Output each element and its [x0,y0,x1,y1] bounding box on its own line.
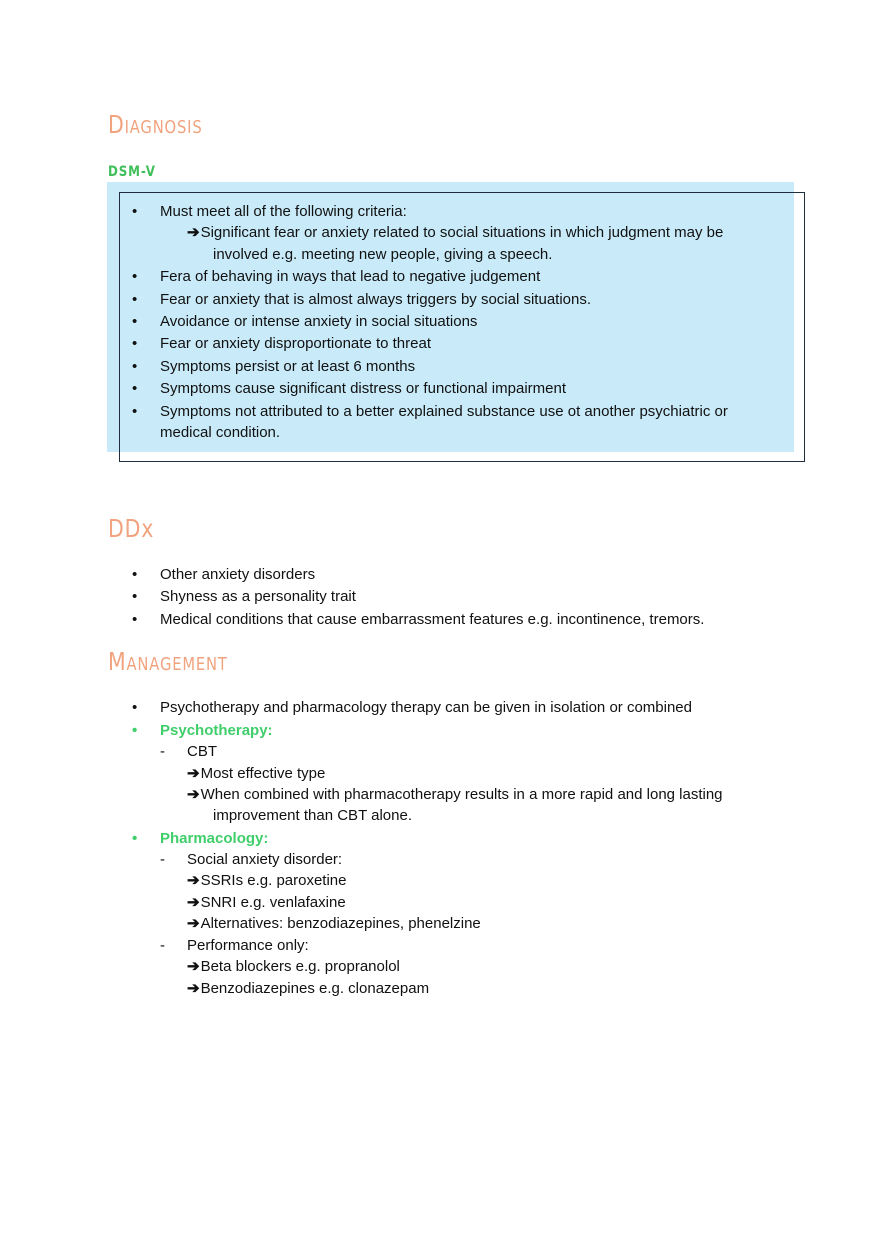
psychotherapy-point-text: When combined with pharmacotherapy results in a more rapid and long lasting [200,786,723,803]
dsm-item: Fear or anxiety disproportionate to threat [160,335,431,352]
pharmacology-point [187,914,481,934]
pharmacology-group: Social anxiety disorder: [187,851,343,868]
pharmacology-point-text: Beta blockers e.g. propranolol [200,958,400,975]
arrow-icon: ➔ [187,786,200,803]
bullet-glyph: • [132,313,138,330]
pharmacology-point [187,957,400,977]
dsm-item: Fear or anxiety that is almost always triggers by social situations. [160,291,592,308]
psychotherapy-type: CBT [187,743,217,760]
dash-glyph: - [160,851,165,868]
pharmacology-point-text: Alternatives: benzodiazepines, phenelzine [200,915,481,932]
bullet-glyph: • [132,588,138,605]
ddx-item: Medical conditions that cause embarrassment features e.g. incontinence, tremors. [160,611,705,628]
bullet-glyph: • [132,203,138,220]
dsm-subpoint-text: Significant fear or anxiety related to social situations in which judgment may be [200,224,724,241]
bullet-glyph: • [132,566,138,583]
dash-glyph: - [160,743,165,760]
arrow-icon: ➔ [187,224,200,241]
pharmacology-point [187,979,429,999]
psychotherapy-point-text: Most effective type [200,765,326,782]
arrow-icon: ➔ [187,958,200,975]
psychotherapy-point [187,785,723,805]
psychotherapy-point [187,764,325,784]
dsm-subpoint-cont: involved e.g. meeting new people, giving a speech. [213,246,553,263]
dsm-item: Must meet all of the following criteria: [160,203,407,220]
arrow-icon: ➔ [187,894,200,911]
bullet-glyph: • [132,403,138,420]
bullet-glyph: • [132,291,138,308]
arrow-icon: ➔ [187,915,200,932]
bullet-glyph: • [132,358,138,375]
ddx-item: Shyness as a personality trait [160,588,356,605]
arrow-icon: ➔ [187,872,200,889]
psychotherapy-point-cont: improvement than CBT alone. [213,807,412,824]
dsm-item: Symptoms persist or at least 6 months [160,358,416,375]
arrow-icon: ➔ [187,980,200,997]
pharmacology-point [187,893,346,913]
dsm-subheading: DSM-V [108,164,156,180]
pharmacology-point-text: Benzodiazepines e.g. clonazepam [200,980,430,997]
pharmacology-point-text: SNRI e.g. venlafaxine [200,894,346,911]
pharmacology-point [187,871,347,891]
dsm-item: Symptoms cause significant distress or functional impairment [160,380,566,397]
bullet-glyph: • [132,830,138,847]
bullet-glyph: • [132,611,138,628]
ddx-item: Other anxiety disorders [160,566,316,583]
arrow-icon: ➔ [187,765,200,782]
dsm-subpoint [187,223,723,243]
pharmacology-point-text: SSRIs e.g. paroxetine [200,872,347,889]
bullet-glyph: • [132,699,138,716]
diagnosis-heading: Diagnosis [108,110,203,139]
bullet-glyph: • [132,335,138,352]
bullet-glyph: • [132,380,138,397]
pharmacology-group: Performance only: [187,937,309,954]
dsm-item: Symptoms not attributed to a better explained substance use ot another psychiatric or [160,403,728,420]
dsm-item: Avoidance or intense anxiety in social situations [160,313,478,330]
bullet-glyph: • [132,722,138,739]
dsm-item: Fera of behaving in ways that lead to negative judgement [160,268,541,285]
management-intro: Psychotherapy and pharmacology therapy can be given in isolation or combined [160,699,692,716]
dsm-item-cont: medical condition. [160,424,281,441]
ddx-heading: DDx [108,514,155,543]
psychotherapy-label: Psychotherapy: [160,722,273,739]
dash-glyph: - [160,937,165,954]
bullet-glyph: • [132,268,138,285]
pharmacology-label: Pharmacology: [160,830,269,847]
management-heading: Management [108,647,228,676]
